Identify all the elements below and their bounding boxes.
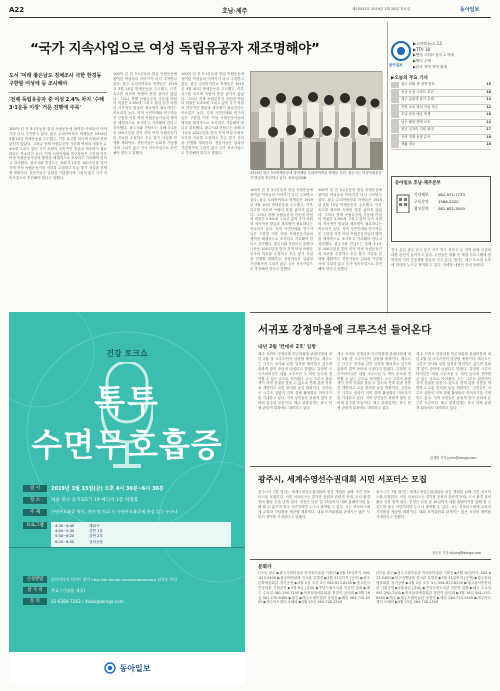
ad-row-label: 장 소: [23, 497, 47, 504]
header-rule: [9, 17, 491, 18]
lead-photo: [250, 71, 382, 169]
index-row[interactable]: 광주 의회 새 정책 발표 15: [391, 82, 491, 90]
page-number: A22: [9, 6, 25, 14]
ad-apply-rows: [23, 574, 233, 607]
lead-deck-2: '전체 독립유공자 중 여성 2.4% 차지 '수해 3·1운동 이장' 거문 진행에 주목': [9, 97, 104, 111]
index-thumb: [391, 105, 399, 111]
index-thumb: [391, 127, 399, 133]
lead-body-col-1: 100여 년 전 3·1운동과 항일 독립운동에 참여한 여성들의 이야기가 다시 주목받고 있다. 광주 수피아여학교 학생들은 1919년 3월 10일 만세운동을 주도했고, 이후 옥고를 치르며 독립의 뜻을 굽히지 않았다. 그러나 전체 독립유공자 가운데 여성의 비율은 2.4%에 그치고 있어 국가 차원의 지속적인 발굴과 재조명이 필요하다는 목소리가 높다. 지역 시민단체와 연구자들은 구한말 이후 여성 독립운동가들의 행적을 체계적으로 조사하고 기록해야 한다고 강조했다. 광주시와 전남도는 올해 3·1운동 100주년을 맞아 지역 여성 독립운동가의 자료를 수집하고 후손 찾기 사업을 진행할 계획이다. 전문가들은 일회성 기념행사에 그치지 않고 국가 지속사업으로 추진해야 한다고 말했다.: [9, 127, 107, 181]
notice-col-2: (전시) 광주 ▶광주시립미술관 하정웅미술관 기획전 ▶3월 10일까지. 062-613-5400 ▶광주비엔날레 전시관 특별전 ▶3월 31일까지 (공연) ▶광주문화예술회관 정기공연 ▶3월 2일 오후 5시 062-613-8235 ▶빛고을시민문화관 기획공연 ▶3월 8일 (강좌) ▶전남도립도서관 인문학 강좌 ▶매주 수요일 061-290-7100 ▶목포문화예술회관 봄맞이 음악회 ▶3월 16일 061-270-8484 ▶제주 ▶제주도립미술관 상설전 ▶매일 064-710-4300 ▶제주아트센터 오페라 ▶3월 23일 064-728-1509: [376, 571, 491, 605]
bottom-headline: 광주시, 세계수영선수권대회 시민 서포터스 모집: [258, 475, 427, 484]
ad-top-label: 건강 토크쇼: [106, 349, 148, 358]
index-row[interactable]: 호남 문화 예술 축제 18: [391, 112, 491, 120]
ad-apply-value[interactable]: 02-6380-7263 / itubis@donga.com: [51, 599, 124, 604]
contact-box: [391, 176, 491, 242]
building-icon: [395, 191, 411, 213]
ad-row-value: 2019년 3월 15일(금) 오후 4시 30분~6시 30분: [51, 485, 164, 492]
sidebar-item-2[interactable]: ▶TTV 18: [413, 47, 430, 52]
contact-value[interactable]: 062-652-3050: [438, 206, 465, 211]
lead-headline: “국가 지속사업으로 여성 독립유공자 재조명해야”: [30, 41, 320, 57]
ad-program-label: 프로그램: [23, 522, 47, 529]
feature-headline: 서귀포 강정마을에 크루즈선 들어온다: [258, 324, 432, 336]
index-thumb: [391, 97, 399, 103]
ad-title-1: 톡투: [94, 382, 160, 420]
contact-label: 기사제보: [414, 192, 429, 197]
lead-body-col-3: 100여 년 전 3·1운동과 항일 독립운동에 참여한 여성들의 이야기가 다시 주목받고 있다. 광주 수피아여학교 학생들은 1919년 3월 10일 만세운동을 주도했고, 이후 옥고를 치르며 독립의 뜻을 굽히지 않았다. 그러나 전체 독립유공자 가운데 여성의 비율은 2.4%에 그치고 있어 국가 차원의 지속적인 발굴과 재조명이 필요하다는 목소리가 높다. 지역 시민단체와 연구자들은 구한말 이후 여성 독립운동가들의 행적을 체계적으로 조사하고 기록해야 한다고 강조했다. 광주시와 전남도는 올해 3·1운동 100주년을 맞아 지역 여성 독립운동가의 자료를 수집하고 후손 찾기 사업을 진행할 계획이다. 전문가들은 일회성 기념행사에 그치지 않고 국가 지속사업으로 추진해야 한다고 말했다.: [181, 72, 244, 155]
sidebar-brand: 동아일보: [389, 63, 403, 67]
ad-row-label: 주 제: [23, 509, 47, 516]
sidebar-brand-logo: [391, 41, 411, 61]
ad-apply-label: 신청방법: [23, 576, 47, 583]
ad-footer: [9, 652, 245, 684]
index-row[interactable]: 지역 교육 혁신 사업 착수 12: [391, 105, 491, 113]
notice-title: 문화가: [258, 565, 272, 570]
index-thumb: [391, 120, 399, 126]
feature-body-col-1: 제주 서귀포 강정마을 민군복합형 관광미항에 내년 2월 첫 크루즈선이 입항할 예정이다. 제주도는 크루즈 선사와 입항 일정을 협의하고 있으며 관광객 맞이 준비에 나섰다고 밝혔다. 강정항 크루즈터미널은 대형 크루즈선 두 척이 동시에 정박할 수 있는 규모로 지어졌다. 도는 크루즈 관광객이 지역 상권을 찾을 수 있도록 연계 관광 상품을 개발하고 교통 편의를 높일 계획이다. 주민들은 크루즈 입항이 지역 경제 활성화로 이어지기를 기대하고 있다. 지역 상인들은 관광객 맞이 준비에 분주한 모습이다. 제주 관광업계는 중국 단체 관광객 회복에도 대비하고 있다.: [258, 352, 332, 410]
contact-value[interactable]: 062-971-7733: [438, 192, 465, 197]
sidebar-divider: [387, 22, 388, 314]
sidebar-item-5[interactable]: ▶한국 지역 지역 취재: [413, 65, 447, 69]
index-thumb: [391, 82, 399, 88]
bottom-byline: 정승호 기자 shjung@donga.com: [432, 551, 482, 555]
bottom-body-col-1: 광주시가 7월 열리는 세계수영선수권대회의 성공 개최를 위해 시민 서포터스를 모집한다. 시민 서포터스는 경기장 응원과 관광객 안내, 도시 환경 정비 활동 등을 맡게 된다. 신청은 다음 달 15일까지 대회 홈페이지를 통해 할 수 있으며 광주 시민이라면 누구나 참여할 수 있다. 시는 서포터스에게 교육과 기념품을 제공할 계획이다. 대회 조직위원회 관계자는 많은 시민의 참여를 기대한다고 말했다.: [258, 490, 370, 519]
ad-apply-value: 무료 (기념품 제공): [51, 587, 86, 593]
feature-body-col-2: 제주 서귀포 강정마을 민군복합형 관광미항에 내년 2월 첫 크루즈선이 입항할 예정이다. 제주도는 크루즈 선사와 입항 일정을 협의하고 있으며 관광객 맞이 준비에 나섰다고 밝혔다. 강정항 크루즈터미널은 대형 크루즈선 두 척이 동시에 정박할 수 있는 규모로 지어졌다. 도는 크루즈 관광객이 지역 상권을 찾을 수 있도록 연계 관광 상품을 개발하고 교통 편의를 높일 계획이다. 주민들은 크루즈 입항이 지역 경제 활성화로 이어지기를 기대하고 있다. 지역 상인들은 관광객 맞이 준비에 분주한 모습이다. 제주 관광업계는 중국 단체 관광객 회복에도 대비하고 있다.: [337, 352, 411, 410]
ad-footer-brand: 동아일보: [119, 663, 151, 673]
contact-title: 동아일보 호남·제주본부: [395, 181, 441, 186]
index-row[interactable]: 생활 정보 16: [391, 142, 491, 150]
notice-top-rule: [250, 559, 491, 560]
index-row[interactable]: 남도 해양 생태 보호 14: [391, 120, 491, 128]
index-thumb: [391, 112, 399, 118]
ad-info-rows: [23, 482, 233, 518]
notice-col-1: (전시) 광주 ▶광주시립미술관 하정웅미술관 기획전 ▶3월 10일까지. 062-613-5400 ▶광주비엔날레 전시관 특별전 ▶3월 31일까지 (공연) ▶광주문화예술회관 정기공연 ▶3월 2일 오후 5시 062-613-8235 ▶빛고을시민문화관 기획공연 ▶3월 8일 (강좌) ▶전남도립도서관 인문학 강좌 ▶매주 수요일 061-290-7100 ▶목포문화예술회관 봄맞이 음악회 ▶3월 16일 061-270-8484 ▶제주 ▶제주도립미술관 상설전 ▶매일 064-710-4300 ▶제주아트센터 오페라 ▶3월 23일 064-728-1509: [258, 571, 370, 605]
date-line: 제33033호 2019년 2월 28일 목요일: [352, 7, 411, 11]
index-row[interactable]: 지역 경제 동향 분석 18: [391, 135, 491, 143]
index-row[interactable]: 제주 관광객 증가 추세 14: [391, 97, 491, 105]
ad-title-2: 수면무호흡증: [31, 426, 223, 464]
bottom-body-col-2: 광주시가 7월 열리는 세계수영선수권대회의 성공 개최를 위해 시민 서포터스를 모집한다. 시민 서포터스는 경기장 응원과 관광객 안내, 도시 환경 정비 활동 등을 맡게 된다. 신청은 다음 달 15일까지 대회 홈페이지를 통해 할 수 있으며 광주 시민이라면 누구나 참여할 수 있다. 시는 서포터스에게 교육과 기념품을 제공할 계획이다. 대회 조직위원회 관계자는 많은 시민의 참여를 기대한다고 말했다.: [376, 490, 491, 519]
lead-body-col-5: 100여 년 전 3·1운동과 항일 독립운동에 참여한 여성들의 이야기가 다시 주목받고 있다. 광주 수피아여학교 학생들은 1919년 3월 10일 만세운동을 주도했고, 이후 옥고를 치르며 독립의 뜻을 굽히지 않았다. 그러나 전체 독립유공자 가운데 여성의 비율은 2.4%에 그치고 있어 국가 차원의 지속적인 발굴과 재조명이 필요하다는 목소리가 높다. 지역 시민단체와 연구자들은 구한말 이후 여성 독립운동가들의 행적을 체계적으로 조사하고 기록해야 한다고 강조했다. 광주시와 전남도는 올해 3·1운동 100주년을 맞아 지역 여성 독립운동가의 자료를 수집하고 후손 찾기 사업을 진행할 계획이다. 전문가들은 일회성 기념행사에 그치지 않고 국가 지속사업으로 추진해야 한다고 말했다.: [318, 188, 382, 271]
ad-program-table: 4:30~4:40 개회사 4:40~5:30 강연 1부 5:30~6:20 강연 2부 6:20~6:30 질의응답: [51, 522, 231, 547]
index-row[interactable]: 청년 일자리 지원 확대 17: [391, 127, 491, 135]
index-thumb: [391, 135, 399, 141]
ad-apply-label: 문 의: [23, 598, 47, 605]
ad-apply-value[interactable]: 동아미디어 사이트 참가 http://dk.donga.com/sleepapnea ▸ 선착순 마감: [51, 576, 178, 582]
health-talk-ad[interactable]: [9, 312, 245, 684]
sidebar-item-4[interactable]: ▶엔디 주제: [413, 59, 431, 63]
feature-top-rule: [250, 312, 491, 313]
contact-label: 광고문의: [414, 206, 429, 211]
contact-value[interactable]: 1588-2020: [438, 199, 459, 204]
deck-rule: [9, 92, 107, 93]
section-title: 호남·제주: [222, 8, 248, 15]
feature-byline: 임재영 기자 jyrim@donga.com: [430, 456, 477, 460]
donga-logo-icon: [391, 41, 411, 61]
ad-apply-label: 참 가 비: [23, 587, 47, 594]
ad-row-label: 일 시: [23, 485, 47, 492]
index-list: [391, 82, 491, 150]
index-row[interactable]: 전남 농업 스마트 추진 16: [391, 90, 491, 98]
index-thumb: [391, 90, 399, 96]
feature-body-col-3: 제주 서귀포 강정마을 민군복합형 관광미항에 내년 2월 첫 크루즈선이 입항할 예정이다. 제주도는 크루즈 선사와 입항 일정을 협의하고 있으며 관광객 맞이 준비에 나섰다고 밝혔다. 강정항 크루즈터미널은 대형 크루즈선 두 척이 동시에 정박할 수 있는 규모로 지어졌다. 도는 크루즈 관광객이 지역 상권을 찾을 수 있도록 연계 관광 상품을 개발하고 교통 편의를 높일 계획이다. 주민들은 크루즈 입항이 지역 경제 활성화로 이어지기를 기대하고 있다. 지역 상인들은 관광객 맞이 준비에 분주한 모습이다. 제주 관광업계는 중국 단체 관광객 회복에도 대비하고 있다.: [416, 352, 491, 410]
lead-body-col-4: 100여 년 전 3·1운동과 항일 독립운동에 참여한 여성들의 이야기가 다시 주목받고 있다. 광주 수피아여학교 학생들은 1919년 3월 10일 만세운동을 주도했고, 이후 옥고를 치르며 독립의 뜻을 굽히지 않았다. 그러나 전체 독립유공자 가운데 여성의 비율은 2.4%에 그치고 있어 국가 차원의 지속적인 발굴과 재조명이 필요하다는 목소리가 높다. 지역 시민단체와 연구자들은 구한말 이후 여성 독립운동가들의 행적을 체계적으로 조사하고 기록해야 한다고 강조했다. 광주시와 전남도는 올해 3·1운동 100주년을 맞아 지역 여성 독립운동가의 자료를 수집하고 후손 찾기 사업을 진행할 계획이다. 전문가들은 일회성 기념행사에 그치지 않고 국가 지속사업으로 추진해야 한다고 말했다.: [250, 188, 313, 271]
paper-name: 동아일보: [460, 7, 480, 13]
ad-row-value: 수면무호흡증 원인, 진단 및 치료 등 수면무호흡증에 관심 있는 누구나: [51, 509, 178, 514]
lead-deck-1: 도서 '미래 좋은날도 정체조사 극한 한경동 구한말 여성에 등 조사해야: [9, 73, 102, 87]
lead-photo-caption: 1919년 광주 3·1만세운동에 참여했던 수피아여학교 학생들 사진. 광주시는 여성독립운동가 발굴을 추진하고 있다. 동아일보DB: [250, 171, 382, 180]
lead-body-col-2: 100여 년 전 3·1운동과 항일 독립운동에 참여한 여성들의 이야기가 다시 주목받고 있다. 광주 수피아여학교 학생들은 1919년 3월 10일 만세운동을 주도했고, 이후 옥고를 치르며 독립의 뜻을 굽히지 않았다. 그러나 전체 독립유공자 가운데 여성의 비율은 2.4%에 그치고 있어 국가 차원의 지속적인 발굴과 재조명이 필요하다는 목소리가 높다. 지역 시민단체와 연구자들은 구한말 이후 여성 독립운동가들의 행적을 체계적으로 조사하고 기록해야 한다고 강조했다. 광주시와 전남도는 올해 3·1운동 100주년을 맞아 지역 여성 독립운동가의 자료를 수집하고 후손 찾기 사업을 진행할 계획이다. 전문가들은 일회성 기념행사에 그치지 않고 국가 지속사업으로 추진해야 한다고 말했다.: [113, 72, 177, 155]
ad-row-value: 서울 중구 을지로5가 19 메디어 1층 미래홀: [51, 498, 139, 503]
feature-subhead: 내년 2월 '컨에바 2호' 입항: [258, 345, 316, 350]
index-title: ▶오늘의 주요 기사: [391, 76, 429, 81]
sidebar-item-1[interactable]: ▶스마트뉴스 13: [413, 41, 442, 46]
group-portrait-image: [251, 72, 383, 170]
bottom-top-rule: [250, 466, 491, 467]
middle-article-text: 전국 유일 광주 남구 동구 서구 북구 광산구 등 지역 문화 시설에 대한 관심이 높아지고 있다. 주민들은 생활 속 체험 프로그램에 참여하며 지역 공동체를 만들어 가고 있다. 행사는 매주 토요일 오후에 열리며 누구나 참여할 수 있다. 자세한 내용은 문의 바란다.: [391, 248, 491, 267]
donga-brand-icon: [104, 662, 116, 674]
contact-label: 구독문의: [414, 199, 429, 204]
sidebar-item-3[interactable]: ▶엔딩 스티브 한국 2 학대: [413, 53, 454, 57]
index-thumb: [391, 142, 399, 148]
